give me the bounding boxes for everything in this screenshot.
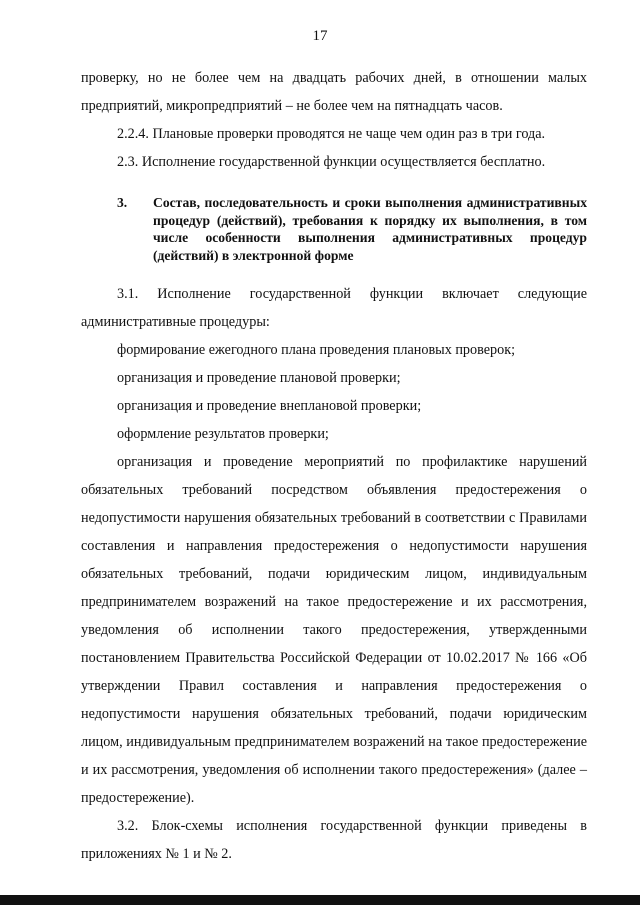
paragraph-2-2-4: 2.2.4. Плановые проверки проводятся не чаще чем один раз в три года.	[117, 126, 546, 142]
scan-edge-bar	[0, 895, 640, 905]
list-item: оформление результатов проверки;	[117, 426, 329, 442]
list-item-prevention: организация и проведение мероприятий по профилактике нарушений обязательных требований посредством объявления предостережения о недопустимости нарушения обязательных требований в соответствии с Правилами составления и направления предостережения о недопустимости нарушения обязательных требований, подачи юридическим лицом, индивидуальным предпринимателем возражений на такое предостережение и их рассмотрения, уведомления об исполнении такого предостережения, утвержденными постановлением Правительства Российской Федерации от 10.02.2017 № 166 «Об утверждении Правил составления и направления предостережения о недопустимости нарушения обязательных требований, подачи юридическим лицом, индивидуальным предпринимателем возражений на такое предостережение и их рассмотрения, уведомления об исполнении такого предостережения» (далее – предостережение).	[81, 454, 587, 806]
section-heading	[81, 194, 587, 264]
list-item: организация и проведение внеплановой проверки;	[117, 398, 422, 414]
page-number: 17	[312, 28, 328, 44]
list-item: формирование ежегодного плана проведения плановых проверок;	[117, 342, 516, 358]
document-body	[81, 64, 587, 868]
section-number: 3.	[117, 195, 128, 210]
paragraph-continuation: проверку, но не более чем на двадцать рабочих дней, в отношении малых предприятий, микропредприятий – не более чем на пятнадцать часов.	[81, 70, 587, 114]
clause-3-1-intro: 3.1. Исполнение государственной функции включает следующие административные процедуры:	[81, 286, 587, 330]
clause-3-2: 3.2. Блок-схемы исполнения государственной функции приведены в приложениях № 1 и № 2.	[81, 818, 587, 862]
section-title: Состав, последовательность и сроки выполнения административных процедур (действий), требования к порядку их выполнения, в том числе особенности выполнения административных процедур (действий) в электронной форме	[153, 195, 587, 263]
paragraph-2-3: 2.3. Исполнение государственной функции осуществляется бесплатно.	[117, 154, 546, 170]
list-item: организация и проведение плановой проверки;	[117, 370, 401, 386]
